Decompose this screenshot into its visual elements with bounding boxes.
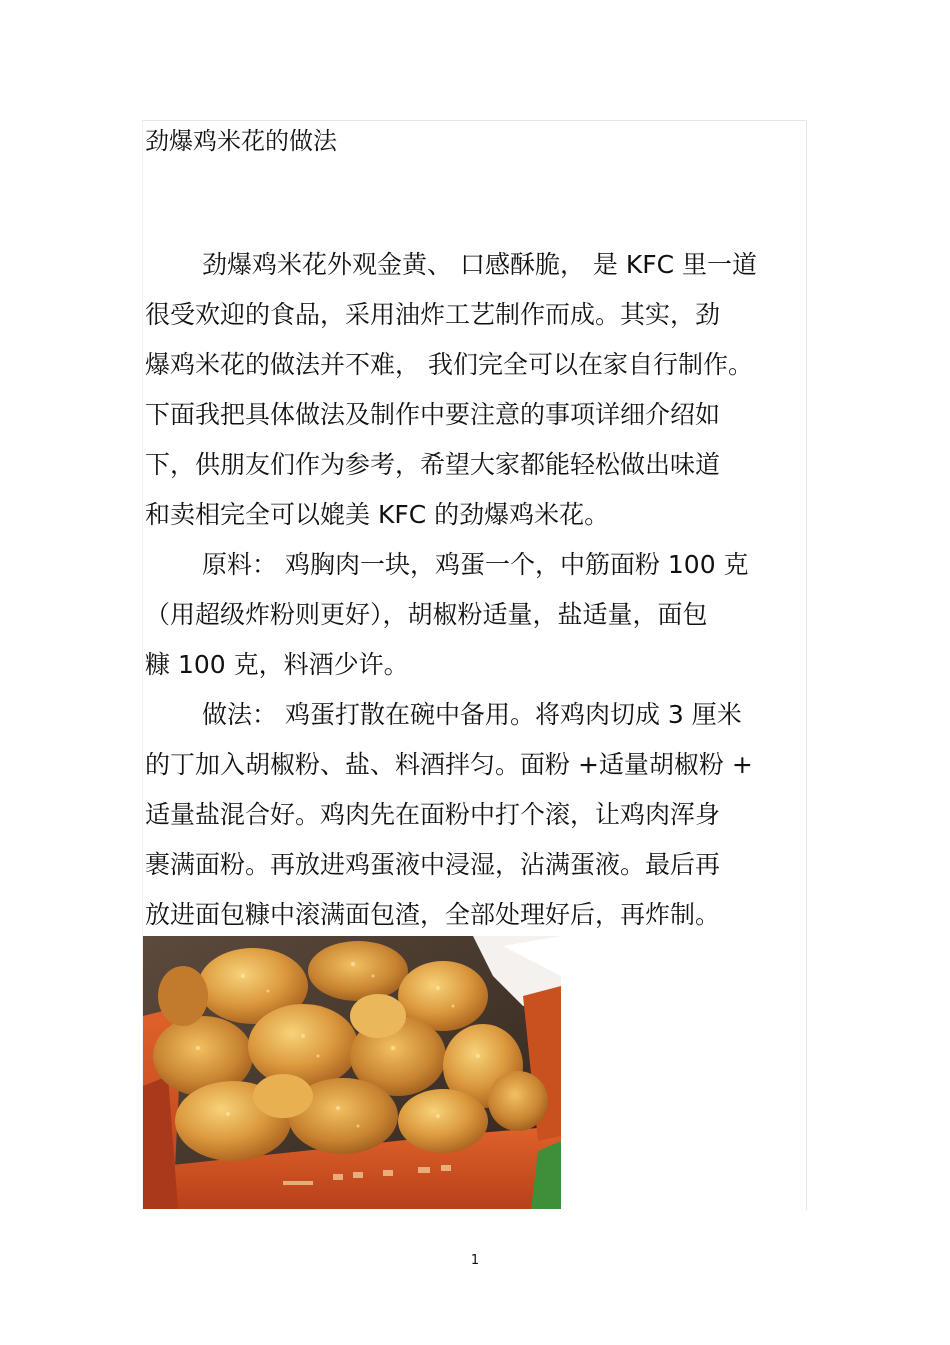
- method-line: 的丁加入胡椒粉、盐、料酒拌匀。面粉 +适量胡椒粉 +: [145, 750, 753, 779]
- popcorn-chicken-photo: [143, 936, 561, 1209]
- method-line: 做法： 鸡蛋打散在碗中备用。将鸡肉切成 3 厘米: [202, 700, 742, 729]
- document-title: 劲爆鸡米花的做法: [145, 127, 337, 155]
- intro-line: 很受欢迎的食品，采用油炸工艺制作而成。其实，劲: [145, 300, 721, 329]
- method-line: 适量盐混合好。鸡肉先在面粉中打个滚，让鸡肉浑身: [145, 800, 721, 829]
- method-line: 放进面包糠中滚满面包渣，全部处理好后，再炸制。: [145, 900, 721, 929]
- intro-line: 和卖相完全可以媲美 KFC 的劲爆鸡米花。: [145, 500, 610, 529]
- ingredients-line: 糠 100 克，料酒少许。: [145, 650, 409, 679]
- ingredients-line: 原料： 鸡胸肉一块，鸡蛋一个，中筋面粉 100 克: [202, 550, 749, 579]
- intro-line: 爆鸡米花的做法并不难， 我们完全可以在家自行制作。: [145, 350, 753, 379]
- ingredients-line: （用超级炸粉则更好），胡椒粉适量，盐适量，面包: [145, 600, 708, 629]
- method-line: 裹满面粉。再放进鸡蛋液中浸湿，沾满蛋液。最后再: [145, 850, 721, 879]
- intro-line: 下面我把具体做法及制作中要注意的事项详细介绍如: [145, 400, 721, 429]
- intro-line: 下，供朋友们作为参考，希望大家都能轻松做出味道: [145, 450, 721, 479]
- intro-line: 劲爆鸡米花外观金黄、 口感酥脆， 是 KFC 里一道: [202, 250, 758, 279]
- page-number: 1: [470, 1253, 480, 1268]
